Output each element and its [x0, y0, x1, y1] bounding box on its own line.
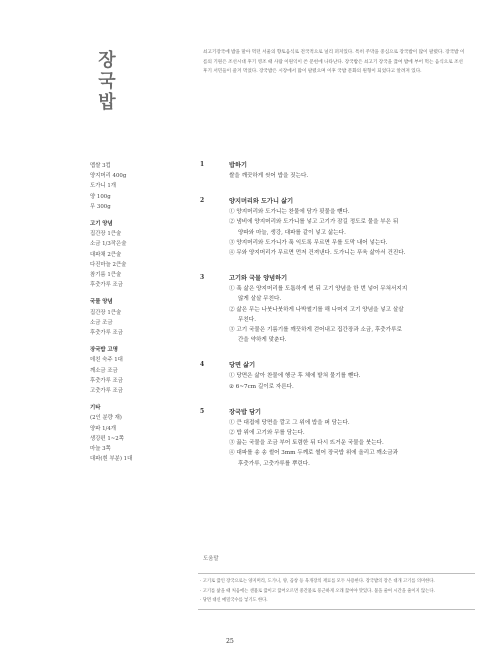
- step-text: ③ 끓는 국물을 조금 부어 토렴한 뒤 다시 뜨거운 국물을 붓는다.: [229, 440, 384, 447]
- ingredient-item: 양파 1/4개: [90, 425, 117, 432]
- ingredient-group-heading: 기타: [90, 405, 101, 412]
- ingredient-group: [90, 219, 180, 290]
- ingredient-group: [90, 297, 180, 338]
- step: [200, 408, 470, 469]
- ingredient-item: 후춧가루 조금: [90, 282, 123, 289]
- ingredient-group: [90, 403, 180, 464]
- steps-column: [200, 161, 470, 485]
- step-text: 쌀을 깨끗하게 씻어 밥을 짓는다.: [229, 173, 309, 179]
- ingredient-item: 소금 조금: [90, 319, 113, 326]
- tip-item: · 고기를 삶을 때 처음에는 센불로 끓이고 끓어오르면 중간불로 뭉근하게 오래 끓여야 맛있다. 불을 줄여 시간을 줄이지 않는다.: [200, 588, 435, 594]
- step-text: ① 당면은 삶아 찬물에 헹군 후 체에 밭쳐 물기를 뺀다.: [229, 373, 361, 380]
- ingredient-item: 양지머리 400g: [90, 173, 127, 180]
- step: [200, 197, 470, 258]
- ingredient-item: 무 300g: [90, 203, 111, 210]
- ingredient-item: 후춧가루 조금: [90, 377, 123, 384]
- step-text: ③ 양지머리와 도가니가 푹 익도록 무르면 무를 도막 내어 넣는다.: [229, 239, 388, 246]
- page-title: 장국밥: [95, 50, 116, 113]
- page-number: 25: [226, 638, 234, 645]
- step-text: 무친다.: [238, 316, 256, 323]
- ingredient-group-heading: 고기 양념: [90, 221, 113, 228]
- tip-item: · 고기로 끓인 장국으로는 양지머리, 도가니, 양, 곱창 등 육개장의 재료를 모두 사용한다. 장국밥의 장은 대개 고기를 의미한다.: [200, 579, 435, 584]
- step-text: ② 삶은 무는 나붓나붓하게 나박썰기를 해 나머지 고기 양념을 넣고 살살: [229, 306, 404, 313]
- step-title: 고기와 국물 양념하기: [229, 275, 288, 283]
- step: [200, 361, 470, 391]
- step-text: ① 큰 대접에 당면을 깔고 그 위에 밥을 퍼 담는다.: [229, 419, 350, 426]
- ingredient-item: 집간장 1큰술: [90, 309, 122, 316]
- step-number: 2: [200, 197, 205, 205]
- ingredient-item: 고춧가루 조금: [90, 388, 123, 395]
- ingredient-item: 데친 숙주 1대: [90, 357, 123, 364]
- ingredient-group: [90, 345, 180, 396]
- step-text: ② 냄비에 양지머리와 도가니를 넣고 고기가 잠길 정도로 물을 부은 뒤: [229, 219, 399, 226]
- step-text: 후춧가루, 고춧가루를 뿌린다.: [238, 460, 310, 467]
- ingredient-item: 생강편 1~2쪽: [90, 435, 124, 442]
- ingredient-item: 소금 1/3작은술: [90, 241, 127, 248]
- step-title: 밥하기: [229, 162, 247, 169]
- ingredient-item: 대파(흰 부분) 1대: [90, 456, 133, 463]
- ingredient-item: 후춧가루 조금: [90, 330, 123, 337]
- ingredient-item: 양 100g: [90, 193, 111, 200]
- step-number: 3: [200, 274, 205, 282]
- ingredient-item: 대파채 2큰술: [90, 251, 122, 258]
- step-number: 4: [200, 361, 205, 369]
- step-number: 1: [200, 161, 205, 168]
- ingredient-group-heading: 국물 양념: [90, 299, 113, 306]
- step-text: ② 밥 위에 고기와 무를 담는다.: [229, 430, 305, 437]
- step-text: 양파와 마늘, 생강, 대파를 같이 넣고 삶는다.: [238, 229, 346, 236]
- step-text: ② 6~7cm 길이로 자른다.: [229, 383, 294, 390]
- ingredient-group-heading: 장국밥 고명: [90, 347, 118, 354]
- step-text: 간을 약하게 맞춘다.: [238, 337, 287, 344]
- ingredient-item: 멥쌀 3컵: [90, 163, 111, 169]
- tips-box: [198, 573, 475, 610]
- ingredient-item: 도가니 1개: [90, 183, 116, 190]
- step: [200, 274, 470, 345]
- step-text: ④ 대파를 송 송 썰어 3mm 두께로 썰어 장국밥 위에 올리고 깨소금과: [229, 450, 399, 457]
- ingredient-item: (2인 분량 재): [90, 415, 122, 422]
- step-text: ③ 고기 국물은 기름기를 깨끗하게 걷어내고 집간장과 소금, 후춧가루로: [229, 327, 402, 334]
- ingredient-item: 참기름 1큰술: [90, 272, 122, 279]
- ingredient-group: [90, 161, 180, 212]
- tips-label: 도움말: [203, 556, 219, 562]
- step: [200, 161, 470, 181]
- step-text: ④ 무와 양지머리가 무르면 먼저 건져낸다. 도가니는 푸욱 삶아서 건진다.: [229, 250, 406, 257]
- step-text: ① 푹 삶은 양지머리를 도톰하게 썬 뒤 고기 양념을 한 번 넣어 무쳐서지지: [229, 286, 408, 293]
- step-number: 5: [200, 407, 205, 415]
- intro-paragraph: 쇠고기장국에 밥을 말아 먹던 서울의 향토음식로 전국적으로 널리 퍼져있다. 특히 주막을 중심으로 장국밥이 많이 팔렸다. 장국밥 이름의 기원은 조선시대 후기 영조 때 사람 이원익이 쓴 문헌에 나타난다. 장국밥은 쇠고기 장국을 끓여 밥에 부어 먹는 음식으로 조선 후기 서민들이 즐겨 먹었다. 장국밥은 시장에서 많이 팔렸으며 이후 국밥 문화의 원형이 되었다고 알려져 있다.: [203, 50, 465, 75]
- tip-item: · 당면 대신 메밀국수를 넣기도 한다.: [200, 598, 268, 604]
- ingredient-item: 마늘 3쪽: [90, 446, 111, 453]
- step-title: 당면 삶기: [229, 362, 256, 370]
- step-text: 않게 살살 무친다.: [238, 296, 282, 303]
- ingredient-item: 다진마늘 2큰술: [90, 261, 127, 268]
- ingredients-column: [90, 161, 180, 471]
- step-title: 장국밥 담기: [229, 408, 262, 416]
- ingredient-item: 깨소금 조금: [90, 367, 118, 374]
- ingredient-item: 집간장 1큰술: [90, 231, 122, 238]
- step-title: 양지머리와 도가니 삶기: [229, 198, 294, 206]
- step-text: ① 양지머리와 도가니는 찬물에 담가 핏물을 뺀다.: [229, 209, 350, 216]
